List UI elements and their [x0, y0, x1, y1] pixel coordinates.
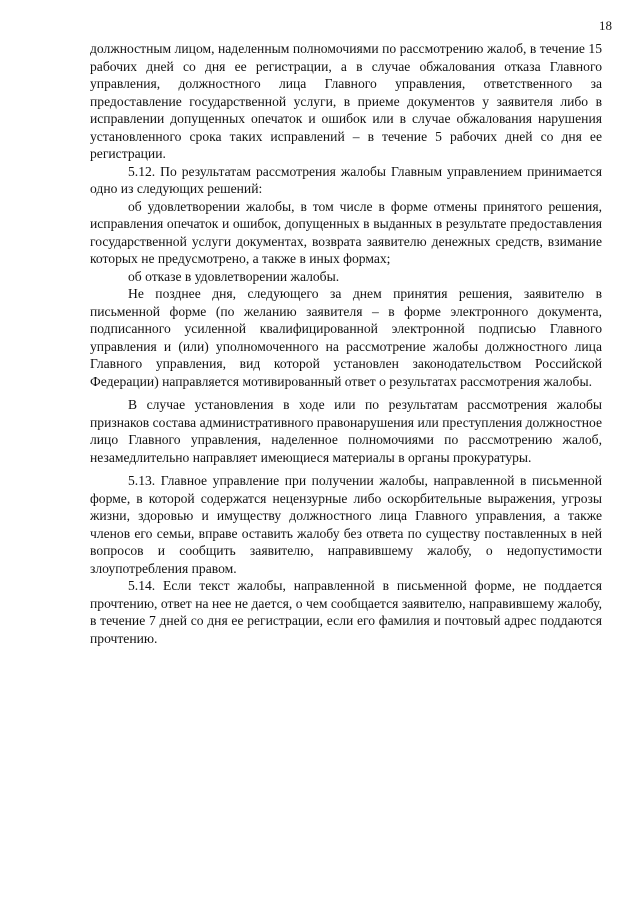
paragraph-response-deadline: Не позднее дня, следующего за днем принятия решения, заявителю в письменной форме (по желанию заявителя – в форме электронного документа, подписанного усиленной квалифицированной электронной подписью Главного управления и (или) уполномоченного на рассмотрение жалобы должностного лица Главного управления, вид которой установлен законодательством Российской Федерации) направляется мотивированный ответ о результатах рассмотрения жалобы. [90, 286, 602, 389]
document-body [90, 40, 602, 647]
paragraph-decision-refuse: об отказе в удовлетворении жалобы. [128, 268, 340, 284]
page-number: 18 [599, 18, 612, 33]
paragraph-decision-satisfy: об удовлетворении жалобы, в том числе в форме отмены принятого решения, исправления опечаток и ошибок, допущенных в выданных в результате предоставления государственной услуги документах, возврата заявителю денежных средств, взимание которых не предусмотрено, а также в иных формах; [90, 198, 602, 266]
paragraph-5-14: 5.14. Если текст жалобы, направленной в письменной форме, не поддается прочтению, ответ на нее не дается, о чем сообщается заявителю, направившему жалобу, в течение 7 дней со дня ее регистрации, если его фамилия и почтовый адрес поддаются прочтению. [90, 578, 602, 646]
paragraph-continuation: должностным лицом, наделенным полномочиями по рассмотрению жалоб, в течение 15 рабочих дней со дня ее регистрации, а в случае обжалования отказа Главного управления, должностного лица Главного управления, ответственного за предоставление государственной услуги, в приеме документов у заявителя либо в исправлении допущенных опечаток и ошибок или в случае обжалования нарушения установленного срока таких исправлений – в течение 5 рабочих дней со дня ее регистрации. [90, 41, 602, 161]
paragraph-5-12: 5.12. По результатам рассмотрения жалобы Главным управлением принимается одно из следующих решений: [90, 163, 602, 196]
paragraph-5-13: 5.13. Главное управление при получении жалобы, направленной в письменной форме, в которой содержатся нецензурные либо оскорбительные выражения, угрозы жизни, здоровью и имуществу должностного лица Главного управления, а также членов его семьи, вправе оставить жалобу без ответа по существу поставленных в ней вопросов и сообщить заявителю, направившему жалобу, о недопустимости злоупотребления правом. [90, 473, 602, 576]
paragraph-prosecution: В случае установления в ходе или по результатам рассмотрения жалобы признаков состава административного правонарушения или преступления должностное лицо Главного управления, наделенное полномочиями по рассмотрению жалоб, незамедлительно направляет имеющиеся материалы в органы прокуратуры. [90, 397, 602, 465]
